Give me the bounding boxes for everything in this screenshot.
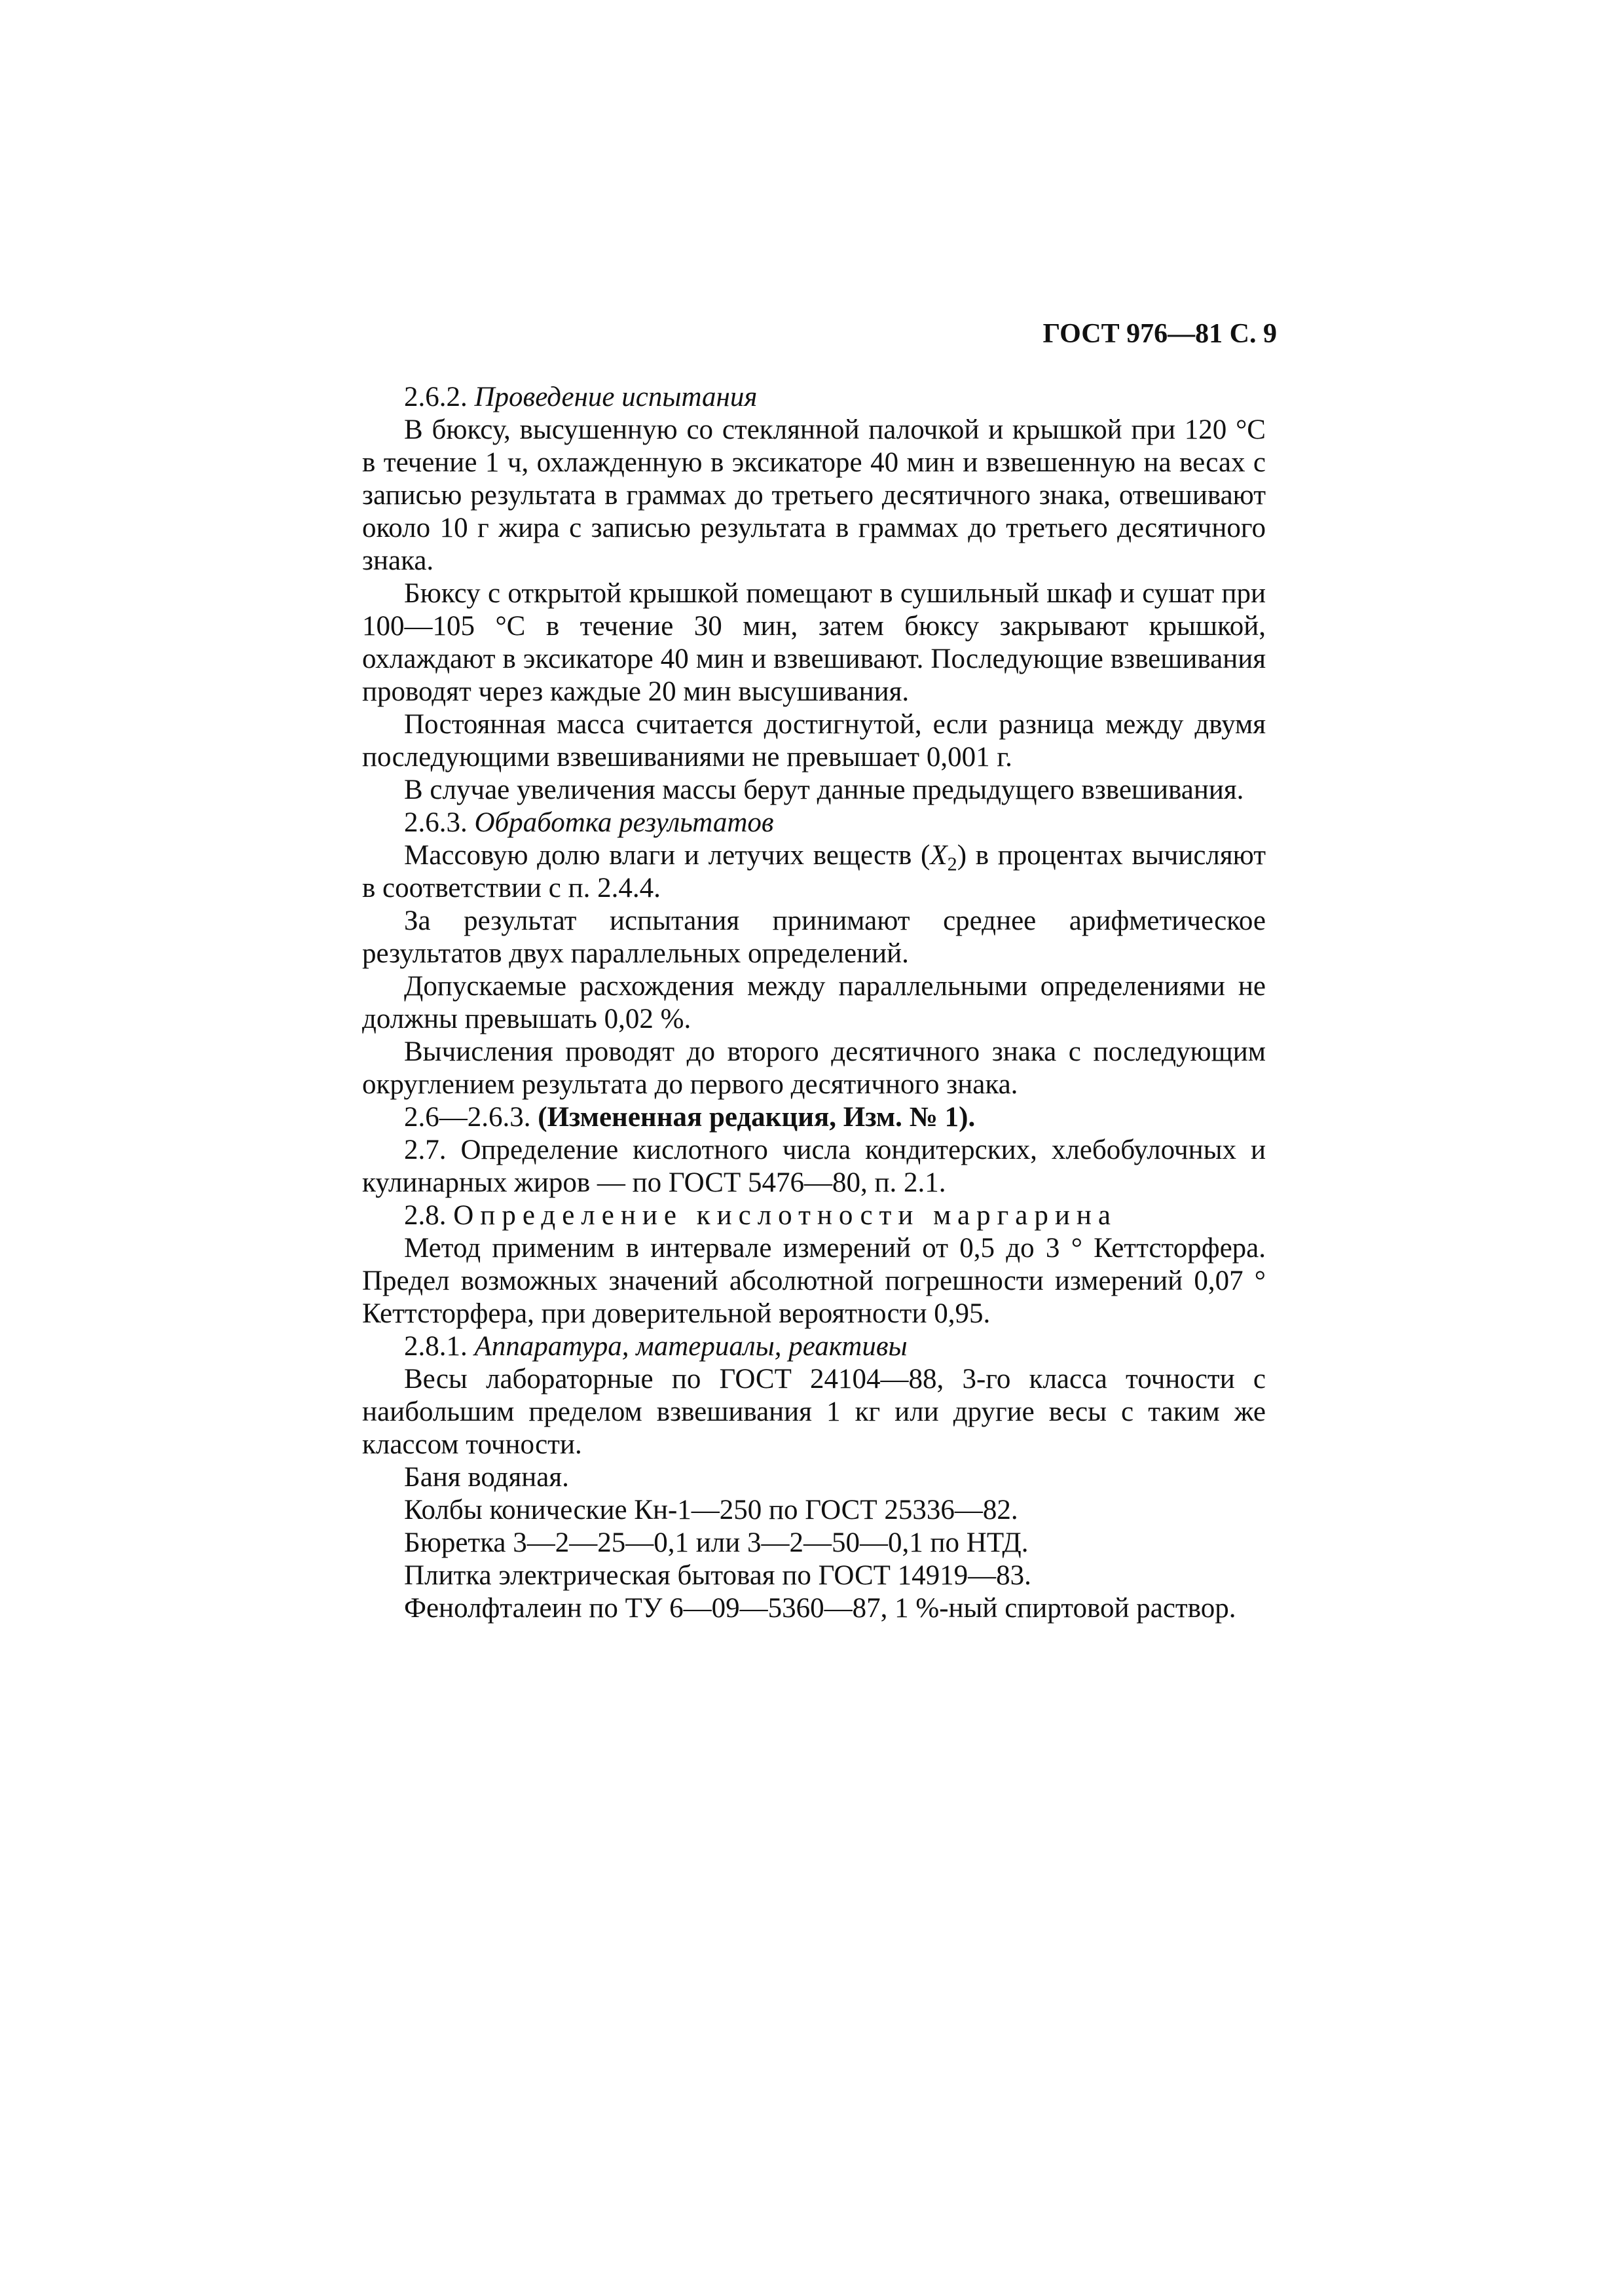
section-heading-2-8-1 bbox=[362, 1330, 1266, 1363]
document-body bbox=[362, 381, 1266, 1625]
paragraph: В случае увеличения массы берут данные предыдущего взвешивания. bbox=[404, 774, 1244, 805]
subscript: 2 bbox=[947, 852, 957, 875]
variable: X bbox=[930, 840, 948, 871]
section-heading-2-8 bbox=[362, 1199, 1266, 1232]
section-heading-2-6-3 bbox=[362, 807, 1266, 839]
page-header: ГОСТ 976—81 С. 9 bbox=[1042, 319, 1277, 349]
section-title: Аппаратура, материалы, реактивы bbox=[474, 1331, 908, 1362]
list-item: Плитка электрическая бытовая по ГОСТ 14919—83. bbox=[404, 1560, 1031, 1591]
paragraph: Вычисления проводят до второго десятичного знака с последующим округлением результата до первого десятичного знака. bbox=[362, 1036, 1266, 1100]
list-item: Бюретка 3—2—25—0,1 или 3—2—50—0,1 по НТД. bbox=[404, 1527, 1029, 1558]
section-title: Проведение испытания bbox=[474, 382, 758, 412]
section-title: Обработка результатов bbox=[474, 807, 774, 838]
list-item: Баня водяная. bbox=[404, 1462, 569, 1493]
amendment-range: 2.6—2.6.3. bbox=[404, 1102, 531, 1133]
section-number: 2.6.2. bbox=[404, 382, 468, 412]
list-item: Фенолфталеин по ТУ 6—09—5360—87, 1 %-ный спиртовой раствор. bbox=[404, 1593, 1236, 1624]
paragraph: Допускаемые расхождения между параллельными определениями не должны превышать 0,02 %. bbox=[362, 971, 1266, 1034]
section-number: 2.6.3. bbox=[404, 807, 468, 838]
paragraph: Метод применим в интервале измерений от 0,5 до 3 ° Кеттсторфера. Предел возможных значений абсолютной погрешности измерений 0,07 ° Кеттсторфера, при доверительной вероятности 0,95. bbox=[362, 1233, 1266, 1329]
section-title: Определение кислотности маргарина bbox=[453, 1200, 1117, 1231]
text-run: ) в процентах вычисляют в соответствии с п. 2.4.4. bbox=[362, 840, 1266, 903]
section-heading-2-6-2 bbox=[362, 381, 1266, 414]
paragraph-2-7: 2.7. Определение кислотного числа кондитерских, хлебобулочных и кулинарных жиров — по ГОСТ 5476—80, п. 2.1. bbox=[362, 1135, 1266, 1198]
paragraph: В бюксу, высушенную со стеклянной палочкой и крышкой при 120 °С в течение 1 ч, охлажденную в эксикаторе 40 мин и взвешенную на весах с записью результата в граммах до третьего десятичного знака, отвешивают около 10 г жира с записью результата в граммах до третьего десятичного знака. bbox=[362, 414, 1266, 576]
paragraph bbox=[362, 839, 1266, 905]
section-number: 2.8.1. bbox=[404, 1331, 468, 1362]
amendment-text: (Измененная редакция, Изм. № 1). bbox=[538, 1102, 976, 1133]
list-item: Весы лабораторные по ГОСТ 24104—88, 3-го класса точности с наибольшим пределом взвешивания 1 кг или другие весы с таким же классом точности. bbox=[362, 1364, 1266, 1460]
paragraph: Постоянная масса считается достигнутой, если разница между двумя последующими взвешиваниями не превышает 0,001 г. bbox=[362, 709, 1266, 773]
paragraph: За результат испытания принимают среднее арифметическое результатов двух параллельных определений. bbox=[362, 905, 1266, 969]
section-number: 2.8. bbox=[404, 1200, 447, 1231]
text-run: Массовую долю влаги и летучих веществ ( bbox=[404, 840, 931, 871]
amendment-note bbox=[362, 1101, 1266, 1134]
list-item: Колбы конические Кн-1—250 по ГОСТ 25336—82. bbox=[404, 1495, 1018, 1525]
paragraph: Бюксу с открытой крышкой помещают в сушильный шкаф и сушат при 100—105 °С в течение 30 мин, затем бюксу закрывают крышкой, охлаждают в эксикаторе 40 мин и взвешивают. Последующие взвешивания проводят через каждые 20 мин высушивания. bbox=[362, 578, 1266, 707]
